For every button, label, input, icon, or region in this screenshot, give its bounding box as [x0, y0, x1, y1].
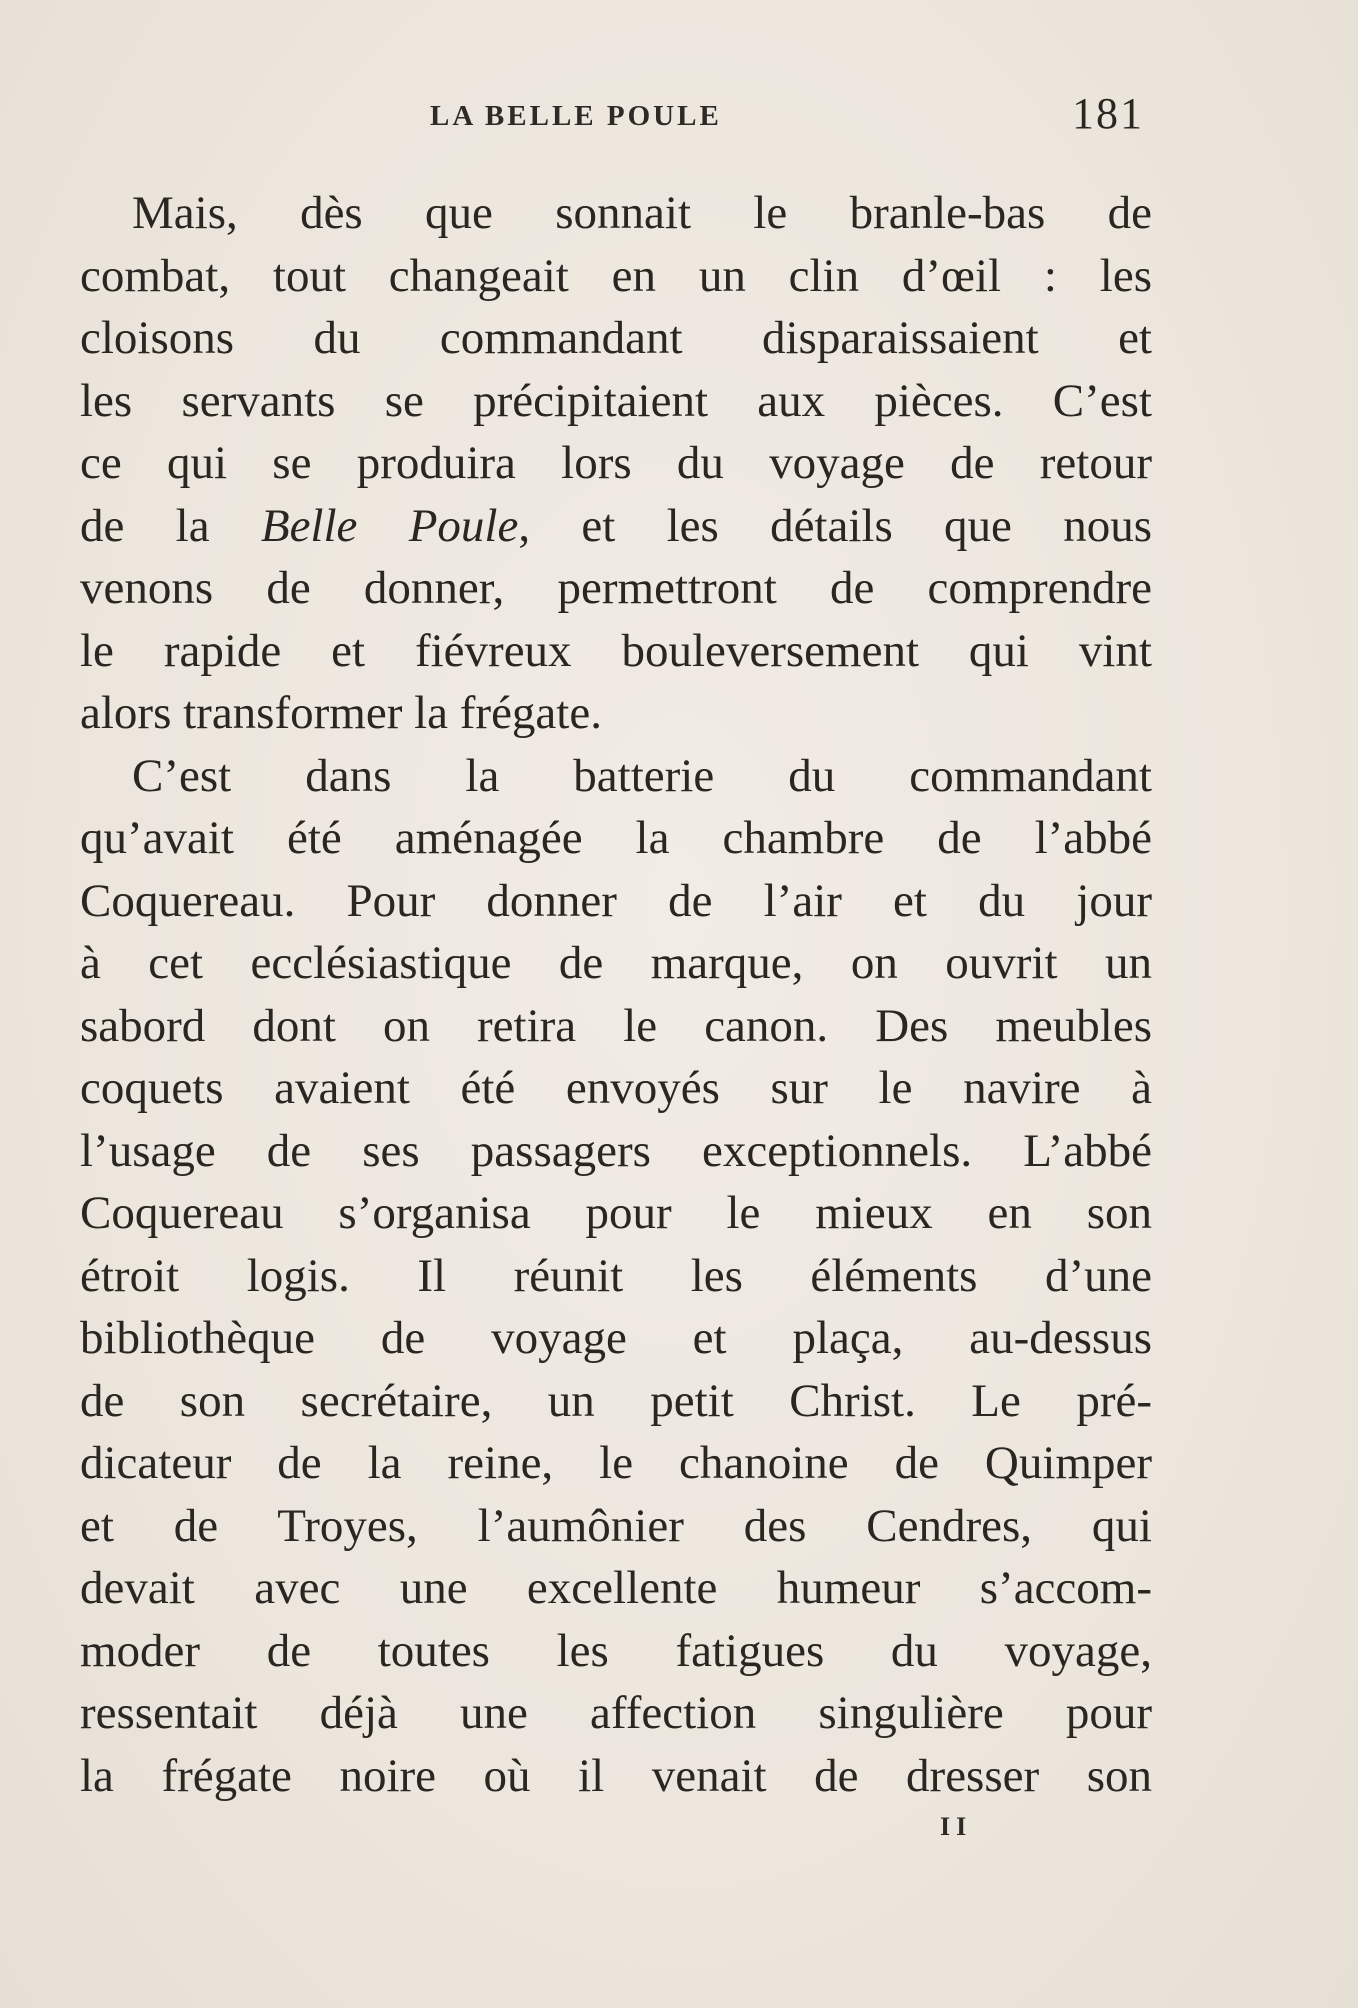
- text-line: alors transformer la frégate.: [80, 687, 602, 739]
- text-segment: , et les détails que nous: [518, 499, 1152, 552]
- text-line: Coquereau. Pour donner de l’air et du jour: [80, 874, 1152, 927]
- text-line: sabord dont on retira le canon. Des meubles: [80, 999, 1152, 1052]
- text-line: et de Troyes, l’aumônier des Cendres, qui: [80, 1499, 1152, 1552]
- text-line: le rapide et fiévreux bouleversement qui vint: [80, 624, 1152, 677]
- text-line: combat, tout changeait en un clin d’œil : les: [80, 249, 1152, 302]
- text-line: la frégate noire où il venait de dresser son: [80, 1749, 1152, 1802]
- text-line: moder de toutes les fatigues du voyage,: [80, 1624, 1152, 1677]
- text-line: coquets avaient été envoyés sur le navire à: [80, 1062, 1152, 1114]
- page-number: 181: [1072, 89, 1144, 138]
- signature-mark: II: [940, 1812, 973, 1841]
- text-line: C’est dans la batterie du commandant: [132, 749, 1152, 802]
- ship-name-italic: Belle Poule: [260, 499, 519, 552]
- text-segment: de la: [80, 499, 261, 552]
- text-line: de son secrétaire, un petit Christ. Le pré-: [80, 1374, 1152, 1427]
- text-line: venons de donner, permettront de comprendre: [80, 562, 1152, 614]
- text-line: les servants se précipitaient aux pièces. C’est: [80, 374, 1152, 427]
- text-line: ce qui se produira lors du voyage de retour: [80, 437, 1152, 489]
- body-text: [80, 182, 1152, 1807]
- text-line: Coquereau s’organisa pour le mieux en son: [80, 1187, 1152, 1239]
- text-line: qu’avait été aménagée la chambre de l’abbé: [80, 812, 1152, 864]
- text-line: étroit logis. Il réunit les éléments d’une: [80, 1249, 1152, 1302]
- running-title: LA BELLE POULE: [430, 100, 722, 132]
- text-line: bibliothèque de voyage et plaça, au-dessus: [80, 1312, 1152, 1364]
- text-line: cloisons du commandant disparaissaient et: [80, 312, 1152, 364]
- text-line: dicateur de la reine, le chanoine de Quimper: [80, 1437, 1152, 1489]
- text-line: à cet ecclésiastique de marque, on ouvrit un: [80, 937, 1152, 989]
- text-line: devait avec une excellente humeur s’accom-: [80, 1562, 1152, 1614]
- text-line: [80, 495, 1152, 558]
- text-line: l’usage de ses passagers exceptionnels. L’abbé: [80, 1124, 1152, 1177]
- text-line: Mais, dès que sonnait le branle-bas de: [132, 187, 1152, 239]
- text-line: ressentait déjà une affection singulière pour: [80, 1687, 1152, 1739]
